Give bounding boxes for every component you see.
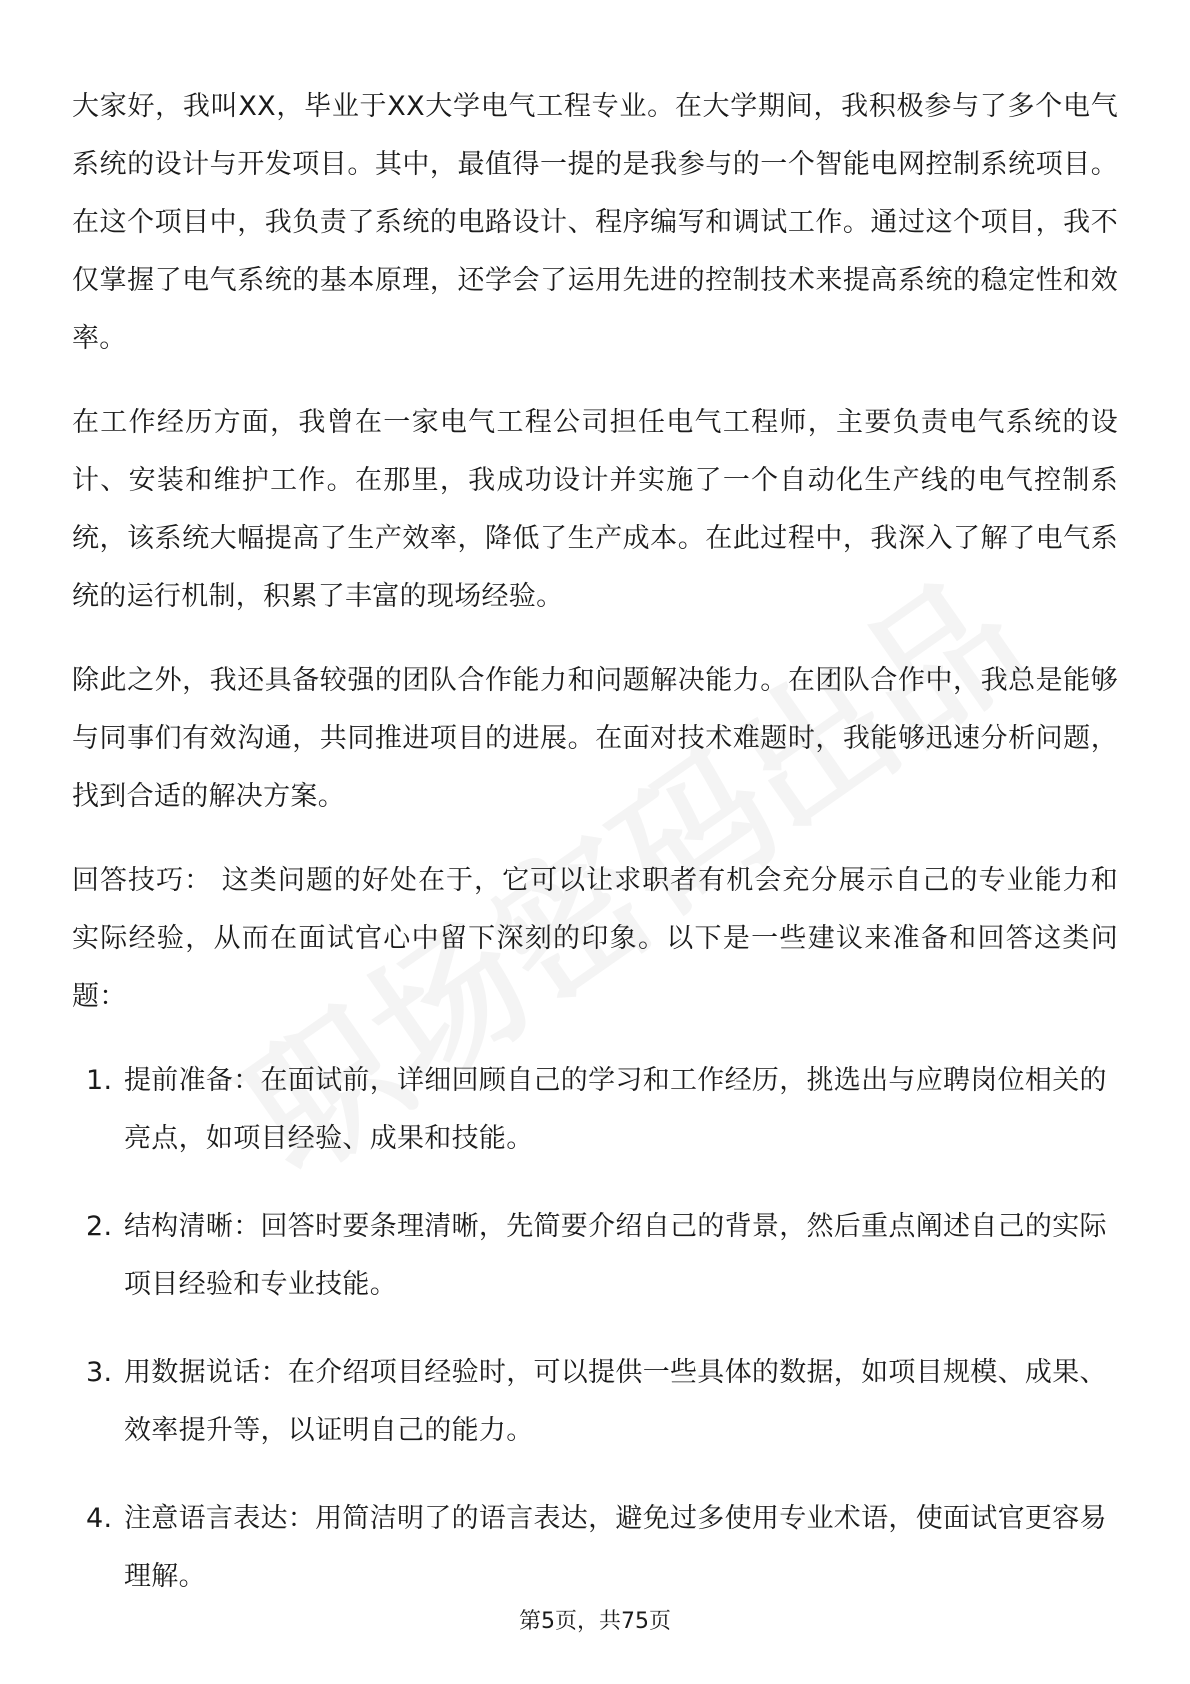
list-text: 注意语言表达：用简洁明了的语言表达，避免过多使用专业术语，使面试官更容易理解。: [124, 1503, 1107, 1592]
list-item: [72, 1198, 1118, 1314]
list-item: [72, 1344, 1118, 1460]
list-number: 3.: [86, 1357, 113, 1388]
tips-list: [72, 1052, 1118, 1606]
list-item: [72, 1490, 1118, 1606]
paragraph-answer-tips: 回答技巧： 这类问题的好处在于，它可以让求职者有机会充分展示自己的专业能力和实际经验，从而在面试官心中留下深刻的印象。以下是一些建议来准备和回答这类问题：: [72, 865, 1118, 1012]
list-number: 1.: [86, 1065, 113, 1096]
paragraph-intro: 大家好，我叫XX，毕业于XX大学电气工程专业。在大学期间，我积极参与了多个电气系统的设计与开发项目。其中，最值得一提的是我参与的一个智能电网控制系统项目。在这个项目中，我负责了系统的电路设计、程序编写和调试工作。通过这个项目，我不仅掌握了电气系统的基本原理，还学会了运用先进的控制技术来提高系统的稳定性和效率。: [72, 91, 1118, 354]
list-text: 结构清晰：回答时要条理清晰，先简要介绍自己的背景，然后重点阐述自己的实际项目经验和专业技能。: [124, 1211, 1107, 1300]
paragraph-work-experience: 在工作经历方面，我曾在一家电气工程公司担任电气工程师，主要负责电气系统的设计、安装和维护工作。在那里，我成功设计并实施了一个自动化生产线的电气控制系统，该系统大幅提高了生产效率，降低了生产成本。在此过程中，我深入了解了电气系统的运行机制，积累了丰富的现场经验。: [72, 407, 1118, 612]
list-number: 2.: [86, 1211, 113, 1242]
document-body: [72, 78, 1118, 1636]
page-number: 第5页，共75页: [519, 1609, 671, 1634]
list-text: 提前准备：在面试前，详细回顾自己的学习和工作经历，挑选出与应聘岗位相关的亮点，如项目经验、成果和技能。: [124, 1065, 1107, 1154]
list-item: [72, 1052, 1118, 1168]
list-number: 4.: [86, 1503, 113, 1534]
paragraph-teamwork: 除此之外，我还具备较强的团队合作能力和问题解决能力。在团队合作中，我总是能够与同事们有效沟通，共同推进项目的进展。在面对技术难题时，我能够迅速分析问题，找到合适的解决方案。: [72, 665, 1118, 812]
list-text: 用数据说话：在介绍项目经验时，可以提供一些具体的数据，如项目规模、成果、效率提升等，以证明自己的能力。: [124, 1357, 1107, 1446]
